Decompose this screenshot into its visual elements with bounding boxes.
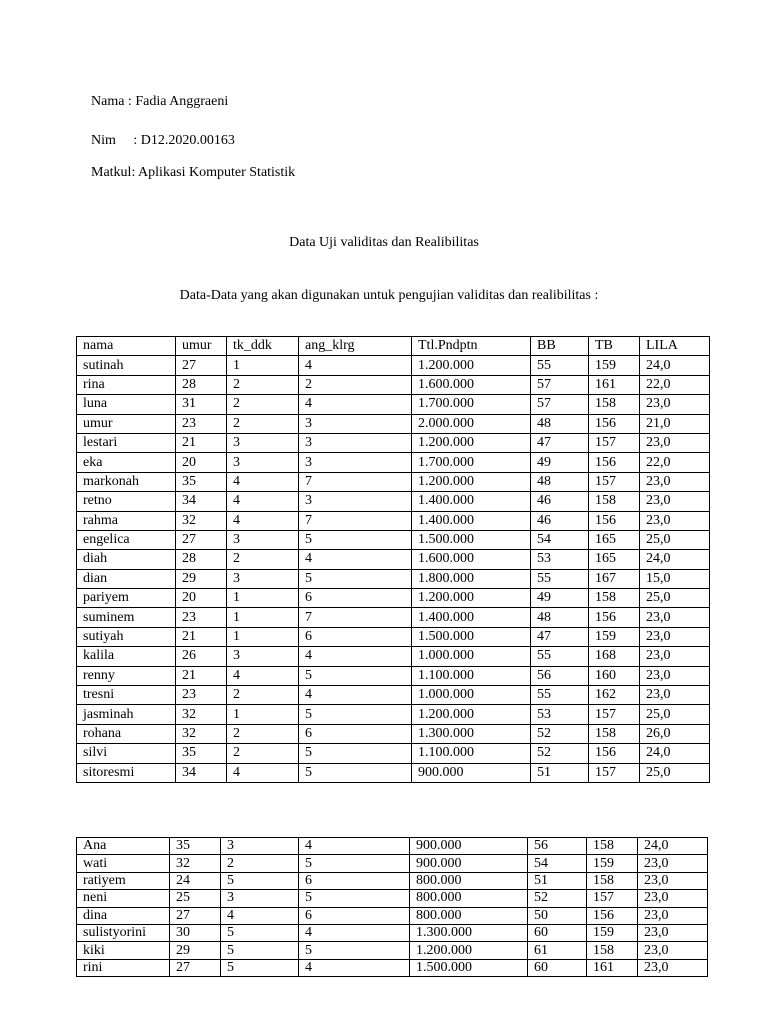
table-cell: 24,0 [640, 744, 710, 763]
table-cell: 5 [299, 744, 412, 763]
table-cell: 1.800.000 [412, 569, 531, 588]
table-cell: umur [77, 414, 176, 433]
table-cell: 20 [176, 589, 227, 608]
table-cell: 35 [170, 838, 221, 855]
table-row [77, 705, 710, 724]
table-cell: 156 [589, 744, 640, 763]
table-cell: 800.000 [410, 872, 528, 889]
table-cell: 23,0 [638, 942, 708, 959]
table-cell: 3 [227, 569, 299, 588]
table-cell: 4 [299, 686, 412, 705]
table-cell: 159 [589, 627, 640, 646]
table-cell: 1.200.000 [412, 472, 531, 491]
table-cell: 157 [589, 433, 640, 452]
table-cell: 1.200.000 [412, 356, 531, 375]
table-row [77, 724, 710, 743]
table-cell: sitoresmi [77, 763, 176, 782]
table-cell: 5 [299, 666, 412, 685]
table-cell: 1.400.000 [412, 608, 531, 627]
table-cell: 21 [176, 627, 227, 646]
table-cell: 4 [299, 356, 412, 375]
table-row [77, 492, 710, 511]
table-cell: 157 [587, 890, 638, 907]
table-cell: 2 [227, 395, 299, 414]
table-row [77, 890, 708, 907]
table-cell: 3 [299, 414, 412, 433]
table-cell: nama [77, 337, 176, 356]
table-cell: 1.000.000 [412, 686, 531, 705]
table-cell: 15,0 [640, 569, 710, 588]
table-cell: 159 [587, 855, 638, 872]
table-cell: 31 [176, 395, 227, 414]
table-row [77, 356, 710, 375]
student-nim: Nim : D12.2020.00163 [91, 133, 235, 148]
table-cell: 23,0 [640, 492, 710, 511]
table-cell: 2 [227, 724, 299, 743]
table-cell: sutinah [77, 356, 176, 375]
table-cell: 21 [176, 433, 227, 452]
table-cell: 23,0 [638, 924, 708, 941]
table-cell: 1 [227, 356, 299, 375]
table-cell: 24,0 [640, 356, 710, 375]
table-cell: 6 [299, 589, 412, 608]
table-cell: 157 [589, 763, 640, 782]
table-cell: 23,0 [640, 686, 710, 705]
table-cell: 2 [227, 744, 299, 763]
data-table-1 [76, 336, 710, 783]
table-row [77, 530, 710, 549]
table-row [77, 375, 710, 394]
table-cell: 25,0 [640, 589, 710, 608]
table-cell: 5 [299, 530, 412, 549]
table-cell: umur [176, 337, 227, 356]
table-row [77, 433, 710, 452]
table-cell: 3 [227, 453, 299, 472]
table-row [77, 608, 710, 627]
table-cell: ang_klrg [299, 337, 412, 356]
document-title: Data Uji validitas dan Realibilitas [289, 235, 479, 250]
table-cell: 22,0 [640, 453, 710, 472]
table-cell: 5 [299, 705, 412, 724]
table-cell: 159 [589, 356, 640, 375]
table-cell: 30 [170, 924, 221, 941]
table-cell: silvi [77, 744, 176, 763]
table-cell: 5 [221, 924, 299, 941]
table-cell: 5 [299, 890, 410, 907]
table-cell: 168 [589, 647, 640, 666]
table-cell: 5 [299, 569, 412, 588]
table-cell: 55 [531, 647, 589, 666]
table-row [77, 395, 710, 414]
table-row [77, 959, 708, 976]
table-row [77, 589, 710, 608]
table-cell: 47 [531, 433, 589, 452]
table-cell: 6 [299, 872, 410, 889]
table-row [77, 569, 710, 588]
table-cell: 4 [299, 550, 412, 569]
table-cell: 1.200.000 [412, 705, 531, 724]
table-cell: 1.200.000 [410, 942, 528, 959]
course-name: Matkul: Aplikasi Komputer Statistik [91, 165, 296, 180]
table-cell: 160 [589, 666, 640, 685]
table-cell: 32 [176, 511, 227, 530]
data-table-2 [76, 837, 708, 977]
table-cell: 57 [531, 395, 589, 414]
table-cell: 4 [221, 907, 299, 924]
table-cell: 23,0 [638, 890, 708, 907]
table-cell: 1 [227, 705, 299, 724]
table-cell: eka [77, 453, 176, 472]
table-cell: 2 [227, 686, 299, 705]
table-cell: 3 [221, 890, 299, 907]
table-cell: 24,0 [640, 550, 710, 569]
table-cell: pariyem [77, 589, 176, 608]
table-row [77, 453, 710, 472]
table-cell: 1 [227, 608, 299, 627]
table-cell: 158 [587, 942, 638, 959]
table-cell: 34 [176, 492, 227, 511]
table-cell: 23,0 [638, 959, 708, 976]
table-cell: 1.300.000 [410, 924, 528, 941]
table-cell: 3 [299, 453, 412, 472]
table-cell: dian [77, 569, 176, 588]
table-cell: engelica [77, 530, 176, 549]
table-cell: 60 [528, 924, 587, 941]
table-cell: 5 [299, 855, 410, 872]
table-row [77, 511, 710, 530]
table-cell: 23,0 [640, 511, 710, 530]
table-cell: 7 [299, 472, 412, 491]
table-cell: 1.200.000 [412, 433, 531, 452]
table-cell: 1.400.000 [412, 511, 531, 530]
table-cell: 158 [587, 872, 638, 889]
table-cell: 26 [176, 647, 227, 666]
table-row [77, 838, 708, 855]
student-name: Nama : Fadia Anggraeni [91, 94, 229, 109]
table-cell: 32 [176, 705, 227, 724]
table-cell: 4 [299, 924, 410, 941]
table-cell: BB [531, 337, 589, 356]
table-cell: 23,0 [638, 907, 708, 924]
table-cell: Ana [77, 838, 170, 855]
table-cell: 165 [589, 550, 640, 569]
table-cell: jasminah [77, 705, 176, 724]
table-cell: 29 [176, 569, 227, 588]
table-cell: tresni [77, 686, 176, 705]
table-cell: 49 [531, 589, 589, 608]
table-row [77, 686, 710, 705]
table-cell: 52 [531, 744, 589, 763]
table-cell: 165 [589, 530, 640, 549]
table-cell: 4 [227, 492, 299, 511]
table-cell: 27 [170, 959, 221, 976]
table-cell: 3 [227, 530, 299, 549]
table-cell: 6 [299, 907, 410, 924]
table-cell: 21 [176, 666, 227, 685]
table-cell: 23 [176, 686, 227, 705]
table-cell: 23,0 [638, 855, 708, 872]
table-cell: 800.000 [410, 890, 528, 907]
table-row [77, 744, 710, 763]
table-cell: 56 [531, 666, 589, 685]
table-cell: lestari [77, 433, 176, 452]
table-cell: 23 [176, 608, 227, 627]
table-cell: 3 [227, 433, 299, 452]
table-cell: 4 [299, 395, 412, 414]
table-cell: Ttl.Pndptn [412, 337, 531, 356]
table-cell: 21,0 [640, 414, 710, 433]
table-cell: 23,0 [640, 433, 710, 452]
table-cell: 167 [589, 569, 640, 588]
table-cell: 48 [531, 608, 589, 627]
table-cell: 161 [589, 375, 640, 394]
table-cell: 156 [587, 907, 638, 924]
table-cell: 25,0 [640, 705, 710, 724]
table-cell: 7 [299, 608, 412, 627]
document-subtitle: Data-Data yang akan digunakan untuk pengujian validitas dan realibilitas : [179, 288, 599, 303]
table-cell: 162 [589, 686, 640, 705]
table-cell: 1.600.000 [412, 550, 531, 569]
table-cell: 1.500.000 [410, 959, 528, 976]
table-cell: 4 [299, 959, 410, 976]
table-cell: 1.000.000 [412, 647, 531, 666]
table-cell: 53 [531, 705, 589, 724]
table-cell: 25,0 [640, 530, 710, 549]
table-cell: 1.700.000 [412, 395, 531, 414]
table-cell: 34 [176, 763, 227, 782]
table-cell: 52 [528, 890, 587, 907]
table-cell: 55 [531, 356, 589, 375]
table-cell: 3 [227, 647, 299, 666]
table-cell: sutiyah [77, 627, 176, 646]
table-cell: 2 [227, 414, 299, 433]
table-cell: rahma [77, 511, 176, 530]
table-cell: 56 [528, 838, 587, 855]
table-cell: TB [589, 337, 640, 356]
table-cell: 5 [221, 959, 299, 976]
table-cell: 1.500.000 [412, 530, 531, 549]
table-cell: 47 [531, 627, 589, 646]
table-cell: 1.500.000 [412, 627, 531, 646]
table-cell: 5 [299, 942, 410, 959]
table-header-row [77, 337, 710, 356]
table-cell: 24 [170, 872, 221, 889]
table-cell: 900.000 [410, 838, 528, 855]
table-cell: 1.100.000 [412, 666, 531, 685]
table-row [77, 666, 710, 685]
table-cell: 51 [531, 763, 589, 782]
table-cell: LILA [640, 337, 710, 356]
table-cell: 158 [587, 838, 638, 855]
table-cell: 27 [176, 356, 227, 375]
table-cell: 6 [299, 724, 412, 743]
table-cell: rini [77, 959, 170, 976]
table-cell: 23,0 [640, 395, 710, 414]
table-cell: 23,0 [640, 472, 710, 491]
table-row [77, 647, 710, 666]
table-cell: 158 [589, 492, 640, 511]
table-cell: 27 [170, 907, 221, 924]
table-cell: 2 [299, 375, 412, 394]
table-cell: 1 [227, 589, 299, 608]
table-cell: 48 [531, 472, 589, 491]
table-cell: 156 [589, 608, 640, 627]
table-cell: 28 [176, 375, 227, 394]
table-cell: 51 [528, 872, 587, 889]
table-cell: 4 [227, 763, 299, 782]
table-cell: 48 [531, 414, 589, 433]
table-cell: rina [77, 375, 176, 394]
table-cell: 1 [227, 627, 299, 646]
table-cell: neni [77, 890, 170, 907]
table-cell: diah [77, 550, 176, 569]
table-row [77, 763, 710, 782]
table-cell: 158 [589, 589, 640, 608]
table-row [77, 550, 710, 569]
table-cell: 2 [221, 855, 299, 872]
table-cell: 27 [176, 530, 227, 549]
table-cell: 49 [531, 453, 589, 472]
table-cell: 1.200.000 [412, 589, 531, 608]
table-cell: 23 [176, 414, 227, 433]
table-cell: 54 [531, 530, 589, 549]
table-cell: 1.700.000 [412, 453, 531, 472]
table-cell: ratiyem [77, 872, 170, 889]
table-cell: 54 [528, 855, 587, 872]
table-cell: 22,0 [640, 375, 710, 394]
table-cell: rohana [77, 724, 176, 743]
table-cell: 23,0 [640, 627, 710, 646]
table-cell: 158 [589, 395, 640, 414]
table-cell: kalila [77, 647, 176, 666]
table-cell: 3 [299, 492, 412, 511]
table-cell: 25,0 [640, 763, 710, 782]
table-cell: 5 [221, 942, 299, 959]
table-cell: 900.000 [410, 855, 528, 872]
table-cell: 61 [528, 942, 587, 959]
table-cell: 158 [589, 724, 640, 743]
table-cell: 1.100.000 [412, 744, 531, 763]
table-cell: 4 [227, 511, 299, 530]
table-row [77, 627, 710, 646]
table-cell: 2.000.000 [412, 414, 531, 433]
table-row [77, 855, 708, 872]
table-cell: 156 [589, 511, 640, 530]
table-cell: 156 [589, 414, 640, 433]
table-cell: kiki [77, 942, 170, 959]
table-cell: 35 [176, 472, 227, 491]
table-cell: 800.000 [410, 907, 528, 924]
table-cell: 28 [176, 550, 227, 569]
table-cell: 157 [589, 705, 640, 724]
table-cell: 159 [587, 924, 638, 941]
table-cell: retno [77, 492, 176, 511]
table-cell: 2 [227, 375, 299, 394]
table-cell: 5 [299, 763, 412, 782]
table-row [77, 472, 710, 491]
table-cell: 23,0 [638, 872, 708, 889]
table-cell: 1.400.000 [412, 492, 531, 511]
table-cell: suminem [77, 608, 176, 627]
table-cell: 55 [531, 686, 589, 705]
table-cell: wati [77, 855, 170, 872]
table-cell: 23,0 [640, 647, 710, 666]
table-cell: 157 [589, 472, 640, 491]
table-cell: 24,0 [638, 838, 708, 855]
table-cell: 50 [528, 907, 587, 924]
table-cell: 26,0 [640, 724, 710, 743]
table-cell: 32 [176, 724, 227, 743]
table-cell: 46 [531, 492, 589, 511]
table-cell: renny [77, 666, 176, 685]
table-cell: 3 [221, 838, 299, 855]
table-cell: 60 [528, 959, 587, 976]
table-cell: 23,0 [640, 666, 710, 685]
table-cell: 5 [221, 872, 299, 889]
table-cell: 1.300.000 [412, 724, 531, 743]
table-cell: 1.600.000 [412, 375, 531, 394]
table-cell: 900.000 [412, 763, 531, 782]
table-cell: tk_ddk [227, 337, 299, 356]
table-cell: 53 [531, 550, 589, 569]
table-row [77, 907, 708, 924]
table-cell: 7 [299, 511, 412, 530]
table-cell: 32 [170, 855, 221, 872]
table-cell: 2 [227, 550, 299, 569]
table-cell: 46 [531, 511, 589, 530]
table-row [77, 924, 708, 941]
table-row [77, 872, 708, 889]
table-cell: 29 [170, 942, 221, 959]
table-cell: 20 [176, 453, 227, 472]
table-cell: 161 [587, 959, 638, 976]
table-row [77, 414, 710, 433]
table-cell: markonah [77, 472, 176, 491]
table-cell: 6 [299, 627, 412, 646]
table-cell: 4 [299, 647, 412, 666]
table-cell: sulistyorini [77, 924, 170, 941]
table-cell: 4 [227, 472, 299, 491]
table-cell: 57 [531, 375, 589, 394]
table-cell: 23,0 [640, 608, 710, 627]
table-cell: dina [77, 907, 170, 924]
table-cell: luna [77, 395, 176, 414]
table-cell: 35 [176, 744, 227, 763]
table-cell: 4 [299, 838, 410, 855]
table-cell: 4 [227, 666, 299, 685]
table-cell: 3 [299, 433, 412, 452]
table-cell: 156 [589, 453, 640, 472]
table-cell: 52 [531, 724, 589, 743]
table-cell: 25 [170, 890, 221, 907]
table-cell: 55 [531, 569, 589, 588]
table-row [77, 942, 708, 959]
